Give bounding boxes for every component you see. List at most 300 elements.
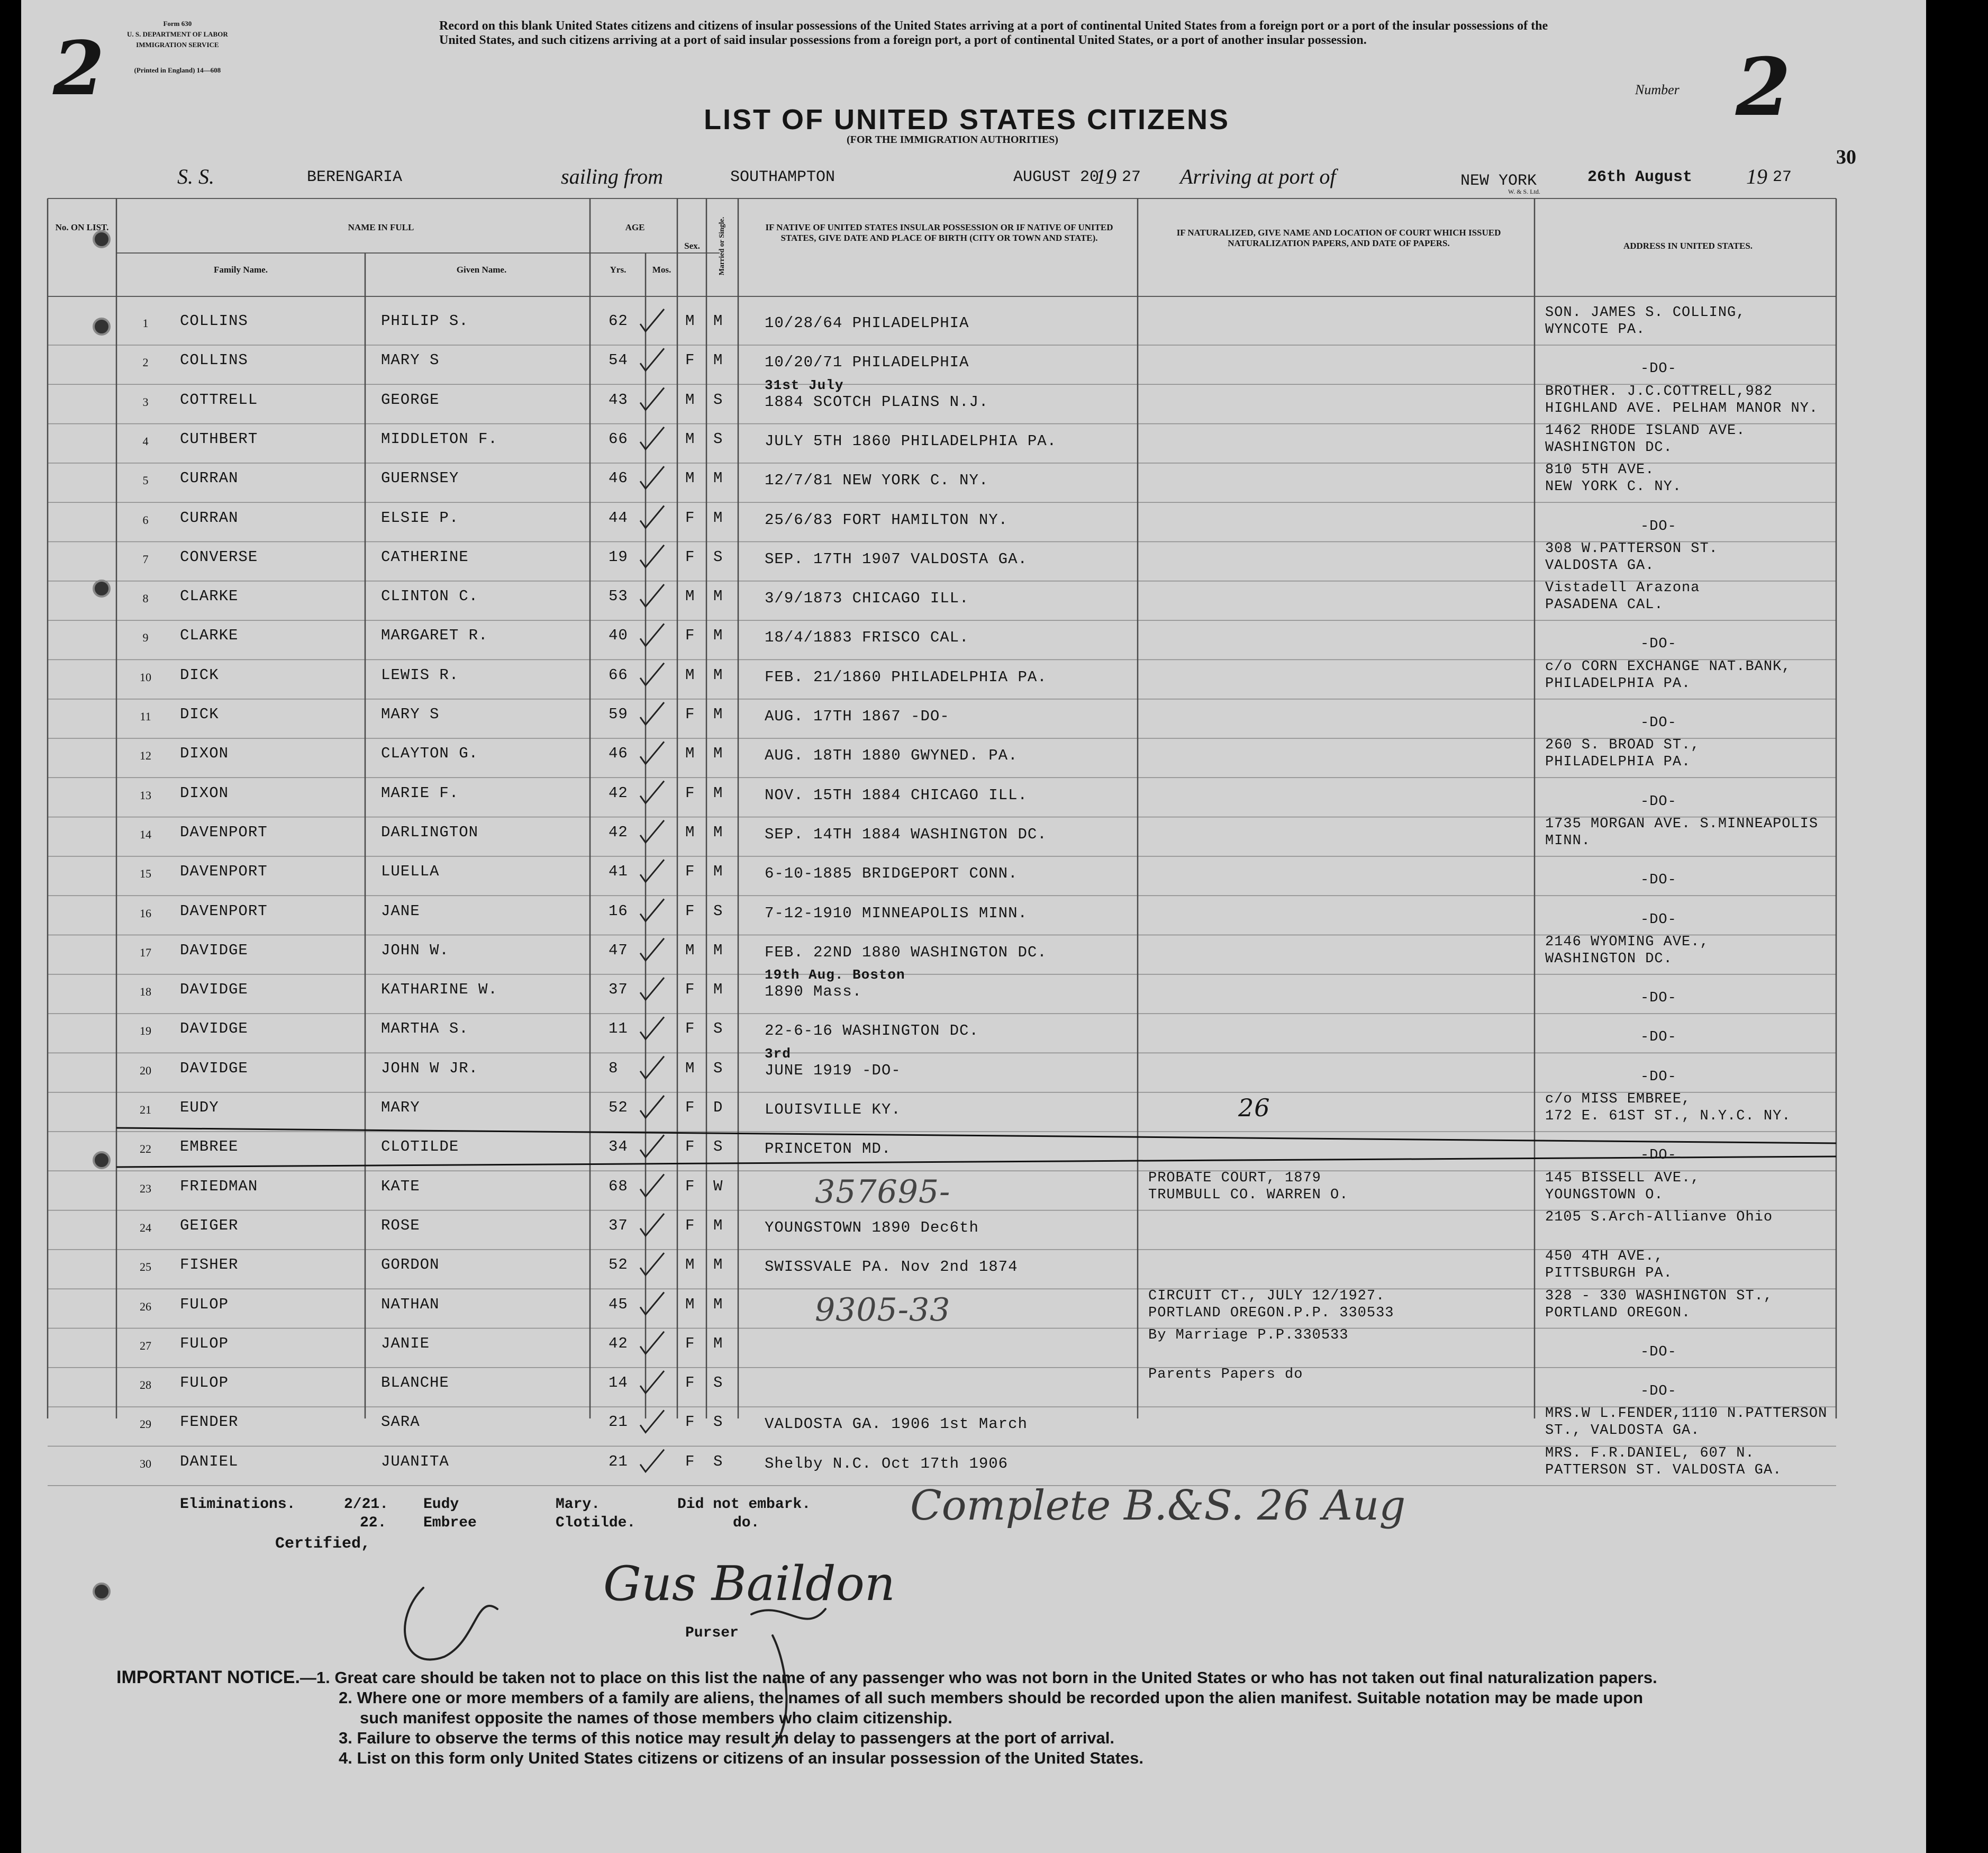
punch-hole <box>93 580 111 598</box>
birth-date-top: 19th Aug. Boston <box>765 967 905 983</box>
birth-place: 7-12-1910 MINNEAPOLIS MINN. <box>765 904 1028 922</box>
given-name: MIDDLETON F. <box>381 430 498 448</box>
birth-place: 3/9/1873 CHICAGO ILL. <box>765 590 969 608</box>
header-age: AGE <box>625 222 645 232</box>
sex: M <box>685 469 695 487</box>
header-address: ADDRESS IN UNITED STATES. <box>1623 241 1753 251</box>
married-single: M <box>713 1216 723 1234</box>
family-name: CUTHBERT <box>180 430 258 448</box>
given-name: DARLINGTON <box>381 823 479 841</box>
age-years: 44 <box>609 509 628 527</box>
naturalization: 26 <box>1238 1093 1270 1122</box>
eliminations-note-2: do. <box>733 1515 760 1531</box>
form-info <box>127 19 228 76</box>
address-line-2: -DO- <box>1640 636 1677 653</box>
given-name: JOHN W. <box>381 941 449 959</box>
address-line-2: -DO- <box>1640 1069 1677 1085</box>
given-name: SARA <box>381 1413 420 1431</box>
age-years: 52 <box>609 1256 628 1274</box>
header-sex: Sex. <box>684 241 700 251</box>
ss-label: S. S. <box>177 165 214 188</box>
purser-label: Purser <box>685 1625 739 1641</box>
row-number: 7 <box>142 552 149 566</box>
married-single: S <box>713 391 723 409</box>
sex: F <box>685 351 695 369</box>
age-years: 42 <box>609 823 628 841</box>
address-line-2: MINN. <box>1545 833 1591 849</box>
row-number: 18 <box>140 985 151 999</box>
row-number: 13 <box>140 788 151 802</box>
birth-place: 10/20/71 PHILADELPHIA <box>765 354 969 372</box>
married-single: S <box>713 1413 723 1431</box>
married-single: S <box>713 430 723 448</box>
family-name: DICK <box>180 666 219 684</box>
address-line-2: HIGHLAND AVE. PELHAM MANOR NY. <box>1545 400 1819 417</box>
sex: F <box>685 1177 695 1195</box>
age-years: 40 <box>609 627 628 645</box>
birth-place: Shelby N.C. Oct 17th 1906 <box>765 1454 1009 1472</box>
family-name: DAVENPORT <box>180 902 268 920</box>
married-single: M <box>713 587 723 605</box>
row-number: 12 <box>140 749 151 763</box>
married-single: M <box>713 706 723 723</box>
sex: F <box>685 627 695 645</box>
header-mos: Mos. <box>652 265 671 275</box>
sex: M <box>685 745 695 763</box>
married-single: M <box>713 509 723 527</box>
given-name: CLOTILDE <box>381 1138 459 1156</box>
given-name: JOHN W JR. <box>381 1059 479 1077</box>
address-line-1: 328 - 330 WASHINGTON ST., <box>1545 1288 1773 1304</box>
sex: M <box>685 312 695 330</box>
birth-place: VALDOSTA GA. 1906 1st March <box>765 1415 1028 1433</box>
arrival-date: 26th August <box>1587 168 1693 186</box>
birth-place: FEB. 22ND 1880 WASHINGTON DC. <box>765 943 1047 961</box>
age-years: 34 <box>609 1138 628 1156</box>
married-single: M <box>713 745 723 763</box>
given-name: MARY S <box>381 706 440 723</box>
age-years: 43 <box>609 391 628 409</box>
address-line-1: 260 S. BROAD ST., <box>1545 737 1700 754</box>
row-number: 19 <box>140 1024 151 1038</box>
certified-label: Certified, <box>275 1535 371 1553</box>
age-years: 66 <box>609 666 628 684</box>
birth-place: FEB. 21/1860 PHILADELPHIA PA. <box>765 668 1047 686</box>
naturalization-court: Parents Papers do <box>1148 1367 1303 1383</box>
family-name: CURRAN <box>180 509 239 527</box>
row-number: 23 <box>140 1181 151 1195</box>
eliminations-note-1: Did not embark. <box>677 1496 811 1513</box>
row-number: 27 <box>140 1339 151 1352</box>
printed-note: (Printed in England) 14—608 <box>134 66 221 74</box>
corner-number: 2 <box>53 25 105 112</box>
sex: M <box>685 1059 695 1077</box>
eliminations-family-1: Eudy <box>423 1496 459 1513</box>
birth-place: SEP. 14TH 1884 WASHINGTON DC. <box>765 825 1047 843</box>
header-naturalized: IF NATURALIZED, GIVE NAME AND LOCATION OF COURT WHICH ISSUED NATURALIZATION PAPERS, AND DATE OF PAPERS. <box>1176 228 1501 248</box>
given-name: GORDON <box>381 1256 440 1274</box>
row-number: 28 <box>140 1378 151 1392</box>
address-line-1: MRS. F.R.DANIEL, 607 N. <box>1545 1445 1755 1461</box>
married-single: M <box>713 312 723 330</box>
row-number: 9 <box>142 631 149 645</box>
given-name: KATE <box>381 1177 420 1195</box>
address-line-2: -DO- <box>1640 1029 1677 1046</box>
sex: F <box>685 902 695 920</box>
given-name: JUANITA <box>381 1452 449 1470</box>
eliminations-given-1: Mary. <box>556 1496 601 1513</box>
family-name: FRIEDMAN <box>180 1177 258 1195</box>
sex: F <box>685 1334 695 1352</box>
age-years: 8 <box>609 1059 619 1077</box>
address-line-1: 145 BISSELL AVE., <box>1545 1170 1700 1186</box>
birth-place: LOUISVILLE KY. <box>765 1101 901 1118</box>
punch-hole <box>93 230 111 248</box>
sex: M <box>685 430 695 448</box>
family-name: GEIGER <box>180 1216 239 1234</box>
age-years: 68 <box>609 1177 628 1195</box>
birth-place: 18/4/1883 FRISCO CAL. <box>765 629 969 647</box>
birth-place: SWISSVALE PA. Nov 2nd 1874 <box>765 1258 1018 1276</box>
birth-place: 22-6-16 WASHINGTON DC. <box>765 1022 979 1040</box>
naturalization-place: PORTLAND OREGON.P.P. 330533 <box>1148 1305 1394 1321</box>
family-name: DIXON <box>180 784 229 802</box>
given-name: MARY <box>381 1099 420 1116</box>
address-line-2: NEW YORK C. NY. <box>1545 479 1682 495</box>
family-name: DAVIDGE <box>180 941 248 959</box>
address-line-1: 810 5TH AVE. <box>1545 462 1655 478</box>
family-name: DAVENPORT <box>180 823 268 841</box>
arriving-label: Arriving at port of <box>1180 165 1336 188</box>
married-single: S <box>713 1374 723 1392</box>
family-name: COTTRELL <box>180 391 258 409</box>
naturalization-court: PROBATE COURT, 1879 <box>1148 1170 1321 1186</box>
address-line-2: -DO- <box>1640 911 1677 928</box>
given-name: MARGARET R. <box>381 627 488 645</box>
address-line-2: PITTSBURGH PA. <box>1545 1266 1673 1282</box>
punch-hole <box>93 1151 111 1169</box>
sail-date: AUGUST 20 <box>1013 168 1100 186</box>
address-line-2: -DO- <box>1640 872 1677 889</box>
sex: M <box>685 823 695 841</box>
given-name: BLANCHE <box>381 1374 449 1392</box>
address-line-2: -DO- <box>1640 1344 1677 1360</box>
age-years: 54 <box>609 351 628 369</box>
address-line-1: 2146 WYOMING AVE., <box>1545 934 1709 950</box>
row-number: 2 <box>142 356 149 369</box>
address-line-2: -DO- <box>1640 1384 1677 1400</box>
notice-item-4: 4. List on this form only United States citizens or citizens of an insular possession of the United States. <box>339 1749 1143 1767</box>
age-years: 21 <box>609 1413 628 1431</box>
address-line-2: PHILADELPHIA PA. <box>1545 754 1691 771</box>
sex: M <box>685 666 695 684</box>
notice-item-1: —1. Great care should be taken not to place on this list the name of any passenger who was not born in the United States or who has not taken out final naturalization papers. <box>299 1668 1657 1687</box>
birth-date-top: 31st July <box>765 377 844 393</box>
header-no: No. ON LIST. <box>55 222 109 232</box>
handwritten-note: Complete B.&S. 26 Aug <box>910 1482 1406 1530</box>
family-name: COLLINS <box>180 312 248 330</box>
purser-signature: Gus Baildon <box>603 1556 895 1612</box>
row-number: 24 <box>140 1221 151 1234</box>
age-years: 52 <box>609 1099 628 1116</box>
age-years: 16 <box>609 902 628 920</box>
row-number: 5 <box>142 474 149 487</box>
naturalization-court: CIRCUIT CT., JULY 12/1927. <box>1148 1288 1385 1304</box>
arrival-year: 27 <box>1773 168 1792 186</box>
ship-name: BERENGARIA <box>307 168 403 186</box>
address-line-2: PORTLAND OREGON. <box>1545 1305 1691 1321</box>
address-line-2: WYNCOTE PA. <box>1545 322 1646 338</box>
eliminations-nums-1: 2/21. <box>344 1496 389 1513</box>
address-line-1: BROTHER. J.C.COTTRELL,982 <box>1545 383 1773 400</box>
family-name: FULOP <box>180 1334 229 1352</box>
given-name: NATHAN <box>381 1295 440 1313</box>
naturalization-place: TRUMBULL CO. WARREN O. <box>1148 1187 1349 1203</box>
address-line-2: PHILADELPHIA PA. <box>1545 675 1691 692</box>
age-years: 21 <box>609 1452 628 1470</box>
arrival-year-prefix: 19 <box>1746 165 1767 188</box>
age-years: 37 <box>609 1216 628 1234</box>
address-line-2: PASADENA CAL. <box>1545 597 1664 613</box>
sex: M <box>685 1295 695 1313</box>
sex: M <box>685 391 695 409</box>
address-line-1: 2105 S.Arch-Allianve Ohio <box>1545 1209 1773 1225</box>
header-family-name: Family Name. <box>214 265 268 275</box>
married-single: M <box>713 1256 723 1274</box>
important-notice <box>116 1667 1657 1768</box>
sail-year: 27 <box>1122 168 1141 186</box>
address-line-2: -DO- <box>1640 793 1677 810</box>
printer-mark: W. & S. Ltd. <box>1508 188 1540 195</box>
birth-place: YOUNGSTOWN 1890 Dec6th <box>765 1218 979 1236</box>
birth-place: 1890 Mass. <box>765 983 863 1001</box>
age-years: 46 <box>609 469 628 487</box>
row-number: 8 <box>142 592 149 605</box>
address-line-2: VALDOSTA GA. <box>1545 557 1655 574</box>
header-birth: IF NATIVE OF UNITED STATES INSULAR POSSESSION OR IF NATIVE OF UNITED STATES, GIVE DATE AND PLACE OF BIRTH (CITY OR TOWN AND STATE). <box>765 222 1113 243</box>
age-years: 53 <box>609 587 628 605</box>
address-line-1: 450 4TH AVE., <box>1545 1249 1664 1265</box>
address-line-2: -DO- <box>1640 990 1677 1007</box>
given-name: KATHARINE W. <box>381 981 498 999</box>
handwritten-number: 357695- <box>815 1173 951 1210</box>
birth-place: 10/28/64 PHILADELPHIA <box>765 314 969 332</box>
sex: F <box>685 1374 695 1392</box>
married-single: M <box>713 1334 723 1352</box>
married-single: M <box>713 784 723 802</box>
address-line-1: c/o MISS EMBREE, <box>1545 1091 1691 1107</box>
row-number: 3 <box>142 395 149 409</box>
row-number: 1 <box>142 317 149 330</box>
address-line-2: PATTERSON ST. VALDOSTA GA. <box>1545 1462 1782 1478</box>
married-single: M <box>713 981 723 999</box>
given-name: JANIE <box>381 1334 430 1352</box>
row-number: 20 <box>140 1063 151 1077</box>
sex: F <box>685 1138 695 1156</box>
married-single: W <box>713 1177 723 1195</box>
given-name: ELSIE P. <box>381 509 459 527</box>
sex: M <box>685 941 695 959</box>
eliminations-label: Eliminations. <box>180 1496 296 1513</box>
age-years: 41 <box>609 863 628 881</box>
number-value: 2 <box>1736 41 1791 134</box>
family-name: DAVIDGE <box>180 981 248 999</box>
age-years: 59 <box>609 706 628 723</box>
header-given-name: Given Name. <box>456 265 507 275</box>
sex: M <box>685 1256 695 1274</box>
form-subtitle: (FOR THE IMMIGRATION AUTHORITIES) <box>847 134 1058 146</box>
sex: F <box>685 509 695 527</box>
given-name: LEWIS R. <box>381 666 459 684</box>
eliminations-nums-2: 22. <box>360 1515 387 1531</box>
row-number: 11 <box>140 710 151 723</box>
married-single: S <box>713 1059 723 1077</box>
sex: F <box>685 1099 695 1116</box>
eliminations-given-2: Clotilde. <box>556 1515 636 1531</box>
given-name: GEORGE <box>381 391 440 409</box>
sex: F <box>685 1020 695 1038</box>
sex: F <box>685 1413 695 1431</box>
married-single: S <box>713 548 723 566</box>
sex: F <box>685 981 695 999</box>
address-line-2: WASHINGTON DC. <box>1545 951 1673 967</box>
family-name: DAVIDGE <box>180 1059 248 1077</box>
age-years: 37 <box>609 981 628 999</box>
header-yrs: Yrs. <box>610 265 627 275</box>
given-name: MARY S <box>381 351 440 369</box>
sailing-label: sailing from <box>561 165 663 188</box>
family-name: DANIEL <box>180 1452 239 1470</box>
given-name: ROSE <box>381 1216 420 1234</box>
address-line-2: WASHINGTON DC. <box>1545 439 1673 456</box>
age-years: 14 <box>609 1374 628 1392</box>
family-name: DAVENPORT <box>180 863 268 881</box>
family-name: DIXON <box>180 745 229 763</box>
address-line-2: YOUNGSTOWN O. <box>1545 1187 1664 1203</box>
sex: M <box>685 587 695 605</box>
birth-place: NOV. 15TH 1884 CHICAGO ILL. <box>765 786 1028 804</box>
instruction-text: Record on this blank United States citizens and citizens of insular possessions of the United States arriving at a port of continental United States from a foreign port or a port of the insular possessions of the United States, and such citizens arriving at a port of said insular possessions from a foreign port, a port of continental United States, or a port of another insular possession. <box>439 19 1548 47</box>
address-line-1: 308 W.PATTERSON ST. <box>1545 540 1718 557</box>
address-line-1: MRS.W L.FENDER,1110 N.PATTERSON <box>1545 1406 1828 1422</box>
row-number: 21 <box>140 1103 151 1116</box>
birth-place: SEP. 17TH 1907 VALDOSTA GA. <box>765 550 1028 568</box>
notice-item-3: 3. Failure to observe the terms of this notice may result in delay to passengers at the port of arrival. <box>339 1729 1115 1747</box>
header-name-in-full: NAME IN FULL <box>348 222 414 232</box>
family-name: CLARKE <box>180 627 239 645</box>
service: IMMIGRATION SERVICE <box>136 41 219 49</box>
family-name: DICK <box>180 706 219 723</box>
family-name: COLLINS <box>180 351 248 369</box>
department: U. S. DEPARTMENT OF LABOR <box>127 30 228 38</box>
birth-date-top: 3rd <box>765 1045 791 1062</box>
married-single: D <box>713 1099 723 1116</box>
married-single: M <box>713 666 723 684</box>
family-name: FENDER <box>180 1413 239 1431</box>
given-name: JANE <box>381 902 420 920</box>
address-line-1: Vistadell Arazona <box>1545 580 1700 596</box>
punch-hole <box>93 1583 111 1601</box>
birth-place: AUG. 18TH 1880 GWYNED. PA. <box>765 747 1018 765</box>
given-name: CATHERINE <box>381 548 469 566</box>
birth-place: PRINCETON MD. <box>765 1140 892 1158</box>
row-number: 26 <box>140 1299 151 1313</box>
address-line-2: -DO- <box>1640 1147 1677 1164</box>
age-years: 45 <box>609 1295 628 1313</box>
given-name: LUELLA <box>381 863 440 881</box>
sail-year-prefix: 19 <box>1095 165 1116 188</box>
row-number: 14 <box>140 827 151 841</box>
sex: F <box>685 1216 695 1234</box>
married-single: S <box>713 1020 723 1038</box>
married-single: S <box>713 902 723 920</box>
manifest-page <box>21 0 1926 1853</box>
given-name: CLINTON C. <box>381 587 479 605</box>
page-number: 30 <box>1836 146 1856 168</box>
eliminations-family-2: Embree <box>423 1515 477 1531</box>
family-name: EUDY <box>180 1099 219 1116</box>
row-number: 6 <box>142 513 149 527</box>
row-number: 25 <box>140 1260 151 1274</box>
arrival-port: NEW YORK <box>1460 172 1537 190</box>
address-line-2: -DO- <box>1640 518 1677 535</box>
married-single: M <box>713 469 723 487</box>
number-label: Number <box>1635 82 1680 97</box>
age-years: 42 <box>609 784 628 802</box>
form-number: Form 630 <box>163 20 192 28</box>
family-name: DAVIDGE <box>180 1020 248 1038</box>
notice-item-2b: such manifest opposite the names of those members who claim citizenship. <box>360 1709 952 1727</box>
row-number: 30 <box>140 1457 151 1470</box>
age-years: 62 <box>609 312 628 330</box>
family-name: CLARKE <box>180 587 239 605</box>
birth-place: 1884 SCOTCH PLAINS N.J. <box>765 393 989 411</box>
married-single: M <box>713 351 723 369</box>
row-number: 15 <box>140 867 151 881</box>
family-name: EMBREE <box>180 1138 239 1156</box>
row-number: 22 <box>140 1142 151 1156</box>
married-single: M <box>713 941 723 959</box>
married-single: M <box>713 1295 723 1313</box>
given-name: PHILIP S. <box>381 312 469 330</box>
married-single: S <box>713 1138 723 1156</box>
family-name: FULOP <box>180 1374 229 1392</box>
row-number: 17 <box>140 945 151 959</box>
address-line-2: -DO- <box>1640 715 1677 731</box>
age-years: 66 <box>609 430 628 448</box>
row-number: 4 <box>142 434 149 448</box>
married-single: M <box>713 627 723 645</box>
married-single: M <box>713 863 723 881</box>
address-line-2: -DO- <box>1640 361 1677 377</box>
sex: F <box>685 706 695 723</box>
age-years: 42 <box>609 1334 628 1352</box>
married-single: S <box>713 1452 723 1470</box>
punch-hole <box>93 318 111 336</box>
birth-place: 12/7/81 NEW YORK C. NY. <box>765 472 989 490</box>
age-years: 11 <box>609 1020 628 1038</box>
birth-place: 6-10-1885 BRIDGEPORT CONN. <box>765 865 1018 883</box>
given-name: MARTHA S. <box>381 1020 469 1038</box>
address-line-2: 172 E. 61ST ST., N.Y.C. NY. <box>1545 1108 1791 1124</box>
notice-label: IMPORTANT NOTICE. <box>116 1667 300 1687</box>
family-name: CONVERSE <box>180 548 258 566</box>
row-number: 29 <box>140 1417 151 1431</box>
address-line-1: 1462 RHODE ISLAND AVE. <box>1545 422 1746 439</box>
sex: F <box>685 784 695 802</box>
sex: F <box>685 1452 695 1470</box>
birth-place: 25/6/83 FORT HAMILTON NY. <box>765 511 1009 529</box>
